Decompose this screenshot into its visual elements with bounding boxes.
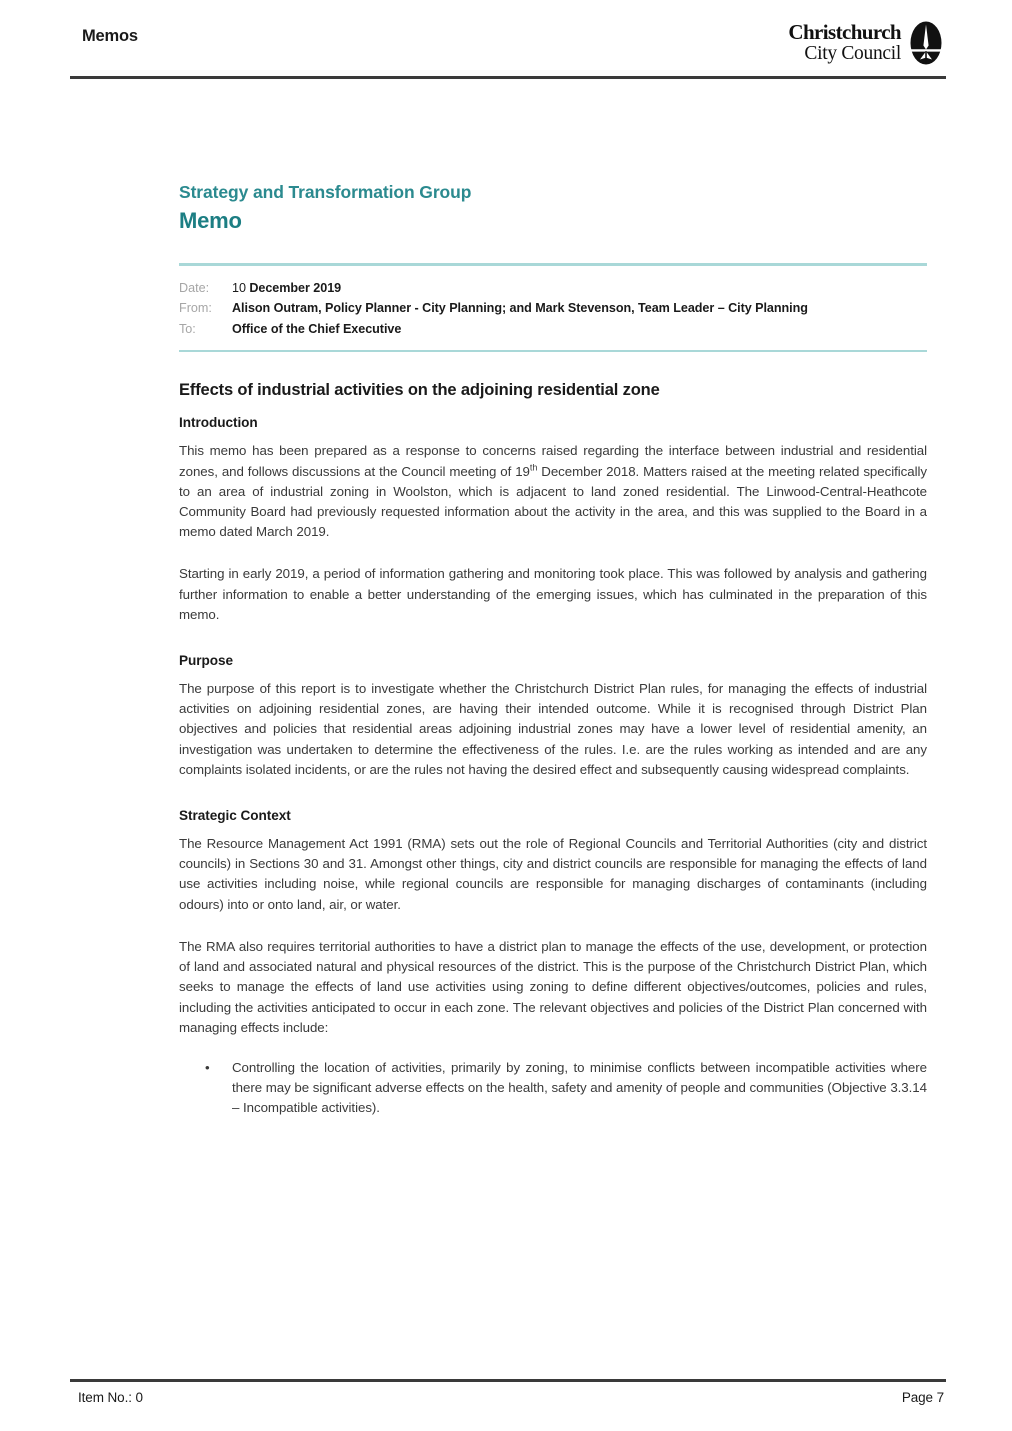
memo-meta-row-from	[179, 298, 927, 318]
memo-meta-label-to: To:	[179, 321, 196, 336]
memo-meta-value-from: Alison Outram, Policy Planner - City Planning; and Mark Stevenson, Team Leader – City Planning	[232, 301, 808, 316]
ordinal-suffix: th	[529, 462, 538, 473]
memo-meta-date-day: 10	[232, 280, 250, 295]
running-header	[70, 22, 946, 74]
memo-type-label: Memo	[179, 207, 242, 233]
footer-page-number: Page 7	[901, 1390, 944, 1405]
paragraph-strategic-context-1: The Resource Management Act 1991 (RMA) sets out the role of Regional Councils and Territorial Authorities (city and district councils) in Sections 30 and 31. Amongst other things, city and district councils are responsible for managing the effects of land use activities including noise, while regional councils are responsible for managing discharges of contaminants (including odours) into or onto land, air, or water.	[179, 836, 927, 912]
memo-meta-label-date: Date:	[179, 280, 210, 295]
list-item	[179, 1058, 927, 1119]
memo-meta-row-to	[179, 319, 927, 339]
paragraph-introduction-2: Starting in early 2019, a period of information gathering and monitoring took place. This was followed by analysis and gathering further information to enable a better understanding of the emerging issues, which has culminated in the preparation of this memo.	[179, 566, 927, 622]
council-brand-logo	[788, 19, 946, 67]
section-heading-purpose: Purpose	[179, 653, 234, 669]
memo-group-name: Strategy and Transformation Group	[179, 182, 472, 202]
brand-wordmark	[788, 22, 901, 64]
brand-line-city-council: City Council	[804, 42, 901, 64]
memo-meta-value-to: Office of the Chief Executive	[232, 321, 402, 336]
memo-subject-title: Effects of industrial activities on the adjoining residential zone	[179, 381, 660, 400]
header-document-label: Memos	[82, 27, 138, 45]
memo-meta-block	[179, 278, 927, 339]
paragraph-purpose-1: The purpose of this report is to investigate whether the Christchurch District Plan rules, for managing the effects of industrial activities on adjoining residential zones, are having their intended outcome. While it is recognised through District Plan objectives and policies that residential areas adjoining industrial zones may have a lower level of residential amenity, an investigation was undertaken to determine the effectiveness of the rules. I.e. are the rules working as intended and are any complaints isolated incidents, or are the rules not having the desired effect and subsequently causing widespread complaints.	[179, 681, 927, 777]
memo-content	[179, 182, 927, 1119]
list-item-text: Controlling the location of activities, primarily by zoning, to minimise conflicts between incompatible activities where there may be significant adverse effects on the health, safety and amenity of people and communities (Objective 3.3.14 – Incompatible activities).	[232, 1059, 927, 1116]
bullet-dot-icon: •	[205, 1059, 210, 1075]
running-footer	[70, 1390, 946, 1405]
section-heading-strategic-context: Strategic Context	[179, 808, 291, 824]
footer-divider	[70, 1379, 946, 1382]
christchurch-city-council-logo-icon	[906, 19, 946, 67]
memo-meta-label-from: From:	[179, 301, 212, 316]
header-divider	[70, 76, 946, 79]
paragraph-strategic-context-2: The RMA also requires territorial authorities to have a district plan to manage the effects of the use, development, or protection of land and associated natural and physical resources of the district. This is the purpose of the Christchurch District Plan, which seeks to manage the effects of land use activities using zoning to define different objectives/outcomes, policies and rules, including the activities anticipated to occur in each zone. The relevant objectives and policies of the District Plan concerned with managing effects include:	[179, 938, 927, 1035]
brand-line-christchurch: Christchurch	[788, 20, 901, 45]
section-heading-introduction: Introduction	[179, 415, 258, 431]
memo-meta-date-monthyear: December 2019	[249, 280, 342, 295]
objectives-bullet-list	[179, 1058, 927, 1119]
memo-meta-value-date	[232, 278, 341, 298]
memo-rule-bottom	[179, 350, 927, 353]
memo-meta-row-date	[179, 278, 927, 298]
footer-item-number: Item No.: 0	[78, 1390, 143, 1405]
memo-rule-top	[179, 263, 927, 266]
paragraph-introduction-1: This memo has been prepared as a response to concerns raised regarding the interface between industrial and residential zones, and follows discussions at the Council meeting of 19th December 2018. Matters raised at the meeting related specifically to an area of industrial zoning in Woolston, which is adjacent to land zoned residential. The Linwood-Central-Heathcote Community Board had previously requested information about the activity in the area, and this was supplied to the Board in a memo dated March 2019.	[179, 443, 928, 540]
